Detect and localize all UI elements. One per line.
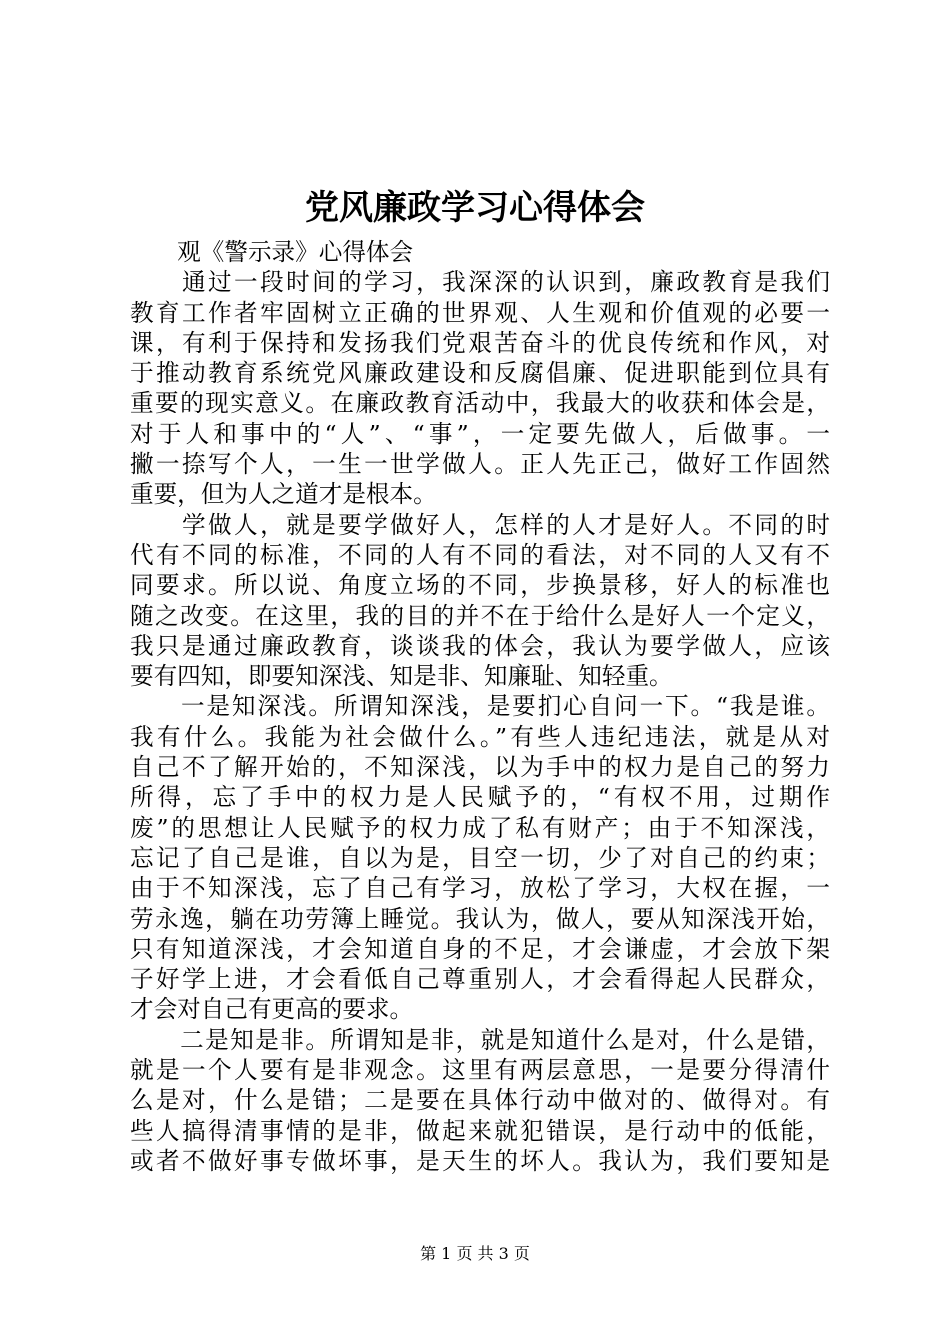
body-line: 就是一个人要有是非观念。这里有两层意思，一是要分得清什	[130, 1056, 830, 1085]
body-line: 重要的现实意义。在廉政教育活动中，我最大的收获和体会是，	[130, 389, 830, 418]
body-line: 所得，忘了手中的权力是人民赋予的，“有权不用，过期作	[130, 783, 830, 812]
body-line: 代有不同的标准，不同的人有不同的看法，对不同的人又有不	[130, 540, 830, 569]
body-line: 二是知是非。所谓知是非，就是知道什么是对，什么是错，	[130, 1025, 830, 1054]
body-line: 撇一捺写个人，一生一世学做人。正人先正己，做好工作固然	[130, 450, 830, 479]
body-line: 或者不做好事专做坏事，是天生的坏人。我认为，我们要知是	[130, 1146, 830, 1175]
body-line: 我有什么。我能为社会做什么。”有些人违纪违法，就是从对	[130, 722, 830, 751]
body-line: 我只是通过廉政教育，谈谈我的体会，我认为要学做人，应该	[130, 631, 830, 660]
body-line: 子好学上进，才会看低自己尊重别人，才会看得起人民群众，	[130, 965, 830, 994]
body-line: 些人搞得清事情的是非，做起来就犯错误，是行动中的低能，	[130, 1116, 830, 1145]
body-line: 一是知深浅。所谓知深浅，是要扪心自问一下。“我是谁。	[130, 692, 830, 721]
body-line: 于推动教育系统党风廉政建设和反腐倡廉、促进职能到位具有	[130, 359, 830, 388]
body-line: 么是对，什么是错；二是要在具体行动中做对的、做得对。有	[130, 1086, 830, 1115]
body-line: 要有四知，即要知深浅、知是非、知廉耻、知轻重。	[130, 662, 673, 691]
body-line: 对于人和事中的“人”、“事”，一定要先做人，后做事。一	[130, 419, 830, 448]
document-body	[130, 237, 830, 1176]
body-line: 只有知道深浅，才会知道自身的不足，才会谦虚，才会放下架	[130, 934, 830, 963]
body-line: 重要，但为人之道才是根本。	[130, 480, 437, 509]
body-line: 自己不了解开始的，不知深浅，以为手中的权力是自己的努力	[130, 753, 830, 782]
body-line: 忘记了自己是谁，自以为是，目空一切，少了对自己的约束；	[130, 843, 830, 872]
page-footer: 第 1 页 共 3 页	[420, 1244, 530, 1263]
body-line: 随之改变。在这里，我的目的并不在于给什么是好人一个定义，	[130, 601, 830, 630]
body-line: 废”的思想让人民赋予的权力成了私有财产；由于不知深浅，	[130, 813, 830, 842]
body-line: 学做人，就是要学做好人，怎样的人才是好人。不同的时	[130, 510, 830, 539]
body-line: 观《警示录》心得体会	[130, 238, 414, 266]
body-line: 教育工作者牢固树立正确的世界观、人生观和价值观的必要一	[130, 298, 830, 327]
body-line: 同要求。所以说、角度立场的不同，步换景移，好人的标准也	[130, 571, 830, 600]
document-title: 党风廉政学习心得体会	[305, 188, 645, 228]
body-line: 劳永逸，躺在功劳簿上睡觉。我认为，做人，要从知深浅开始，	[130, 904, 830, 933]
body-line: 课，有利于保持和发扬我们党艰苦奋斗的优良传统和作风，对	[130, 328, 830, 357]
body-line: 才会对自己有更高的要求。	[130, 995, 414, 1024]
body-line: 通过一段时间的学习，我深深的认识到，廉政教育是我们	[130, 268, 830, 297]
body-line: 由于不知深浅，忘了自己有学习，放松了学习，大权在握，一	[130, 874, 830, 903]
